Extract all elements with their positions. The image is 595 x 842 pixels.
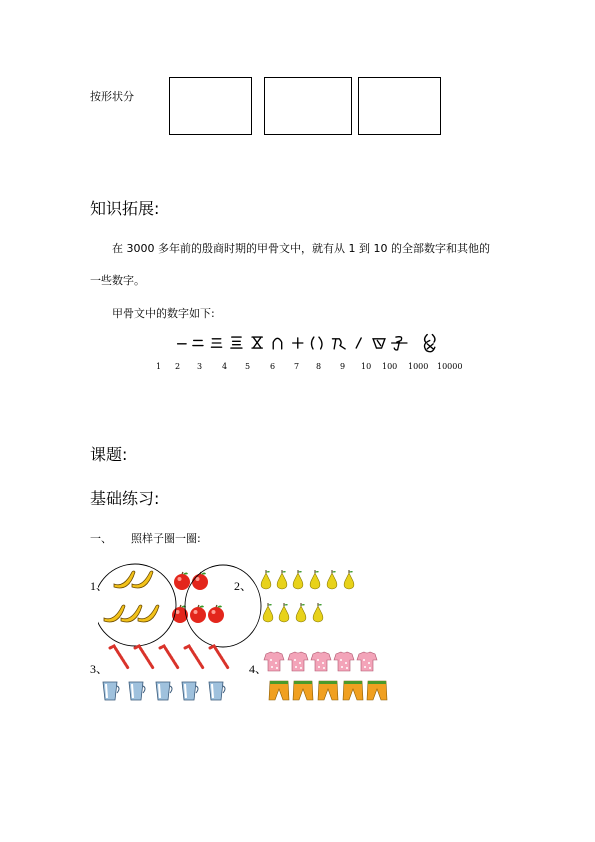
question-1-number: 一、 [90, 532, 112, 545]
shape-label: 按形状分 [90, 90, 134, 103]
straw-icon [210, 646, 228, 668]
oracle-num-6: 6 [270, 362, 276, 371]
pants-icon [269, 681, 289, 700]
knowledge-para1-line2: 一些数字。 [90, 274, 145, 287]
apple-icon [190, 605, 206, 623]
pants-icon [293, 681, 313, 700]
question-1-text: 照样子圈一圈: [131, 532, 201, 545]
pear-icon [313, 603, 323, 622]
apple-icon [208, 605, 224, 623]
pear-icon [263, 603, 273, 622]
oracle-num-9: 9 [340, 362, 346, 371]
shirt-icon [334, 652, 354, 671]
pants-icon [318, 681, 338, 700]
pear-icon [327, 570, 337, 589]
cup-icon [129, 682, 145, 700]
oracle-1000 [392, 337, 407, 350]
cup-icon [209, 682, 225, 700]
straw-icon [185, 646, 203, 668]
oracle-num-7: 7 [294, 362, 300, 371]
banana-icon [132, 571, 153, 588]
oracle-num-2: 2 [175, 362, 181, 371]
shirt-icon [357, 652, 377, 671]
pear-icon [277, 570, 287, 589]
oracle-num-8: 8 [316, 362, 322, 371]
oracle-numerals-glyphs [148, 332, 478, 354]
oracle-num-1: 1 [156, 362, 162, 371]
oracle-num-10: 10 [361, 362, 372, 371]
oracle-10000 [424, 335, 434, 352]
item-1-label: 1、 [90, 579, 109, 593]
oracle-7 [293, 338, 303, 348]
answer-box-3[interactable] [358, 77, 441, 135]
oracle-num-1000: 1000 [408, 362, 429, 371]
item-4-label: 4、 [249, 662, 268, 676]
pants-icon [367, 681, 387, 700]
answer-box-1[interactable] [169, 77, 252, 135]
oracle-6 [273, 338, 281, 349]
banana-icon-group [104, 571, 159, 622]
oracle-num-4: 4 [222, 362, 228, 371]
item-3-label: 3、 [90, 662, 109, 676]
objects-illustration [98, 642, 398, 712]
pants-icon [343, 681, 363, 700]
shirt-icon [264, 652, 284, 671]
oracle-num-100: 100 [382, 362, 398, 371]
oracle-3 [211, 339, 221, 347]
apple-icon [192, 572, 208, 590]
oracle-8 [311, 337, 321, 349]
oracle-10 [356, 338, 361, 348]
pear-icon [296, 603, 306, 622]
basic-heading: 基础练习: [90, 489, 160, 508]
apple-icon [174, 572, 190, 590]
topic-heading: 课题: [90, 445, 128, 464]
fruit-illustration [98, 560, 368, 652]
pear-icon [310, 570, 320, 589]
oracle-5 [252, 337, 262, 348]
circle-apples [185, 565, 261, 647]
knowledge-heading: 知识拓展: [90, 199, 160, 218]
cup-icon [182, 682, 198, 700]
pear-icon [261, 570, 271, 589]
straw-icon [160, 646, 178, 668]
pear-icon [279, 603, 289, 622]
knowledge-para2: 甲骨文中的数字如下: [112, 307, 215, 320]
shirt-icon [311, 652, 331, 671]
straw-icon [135, 646, 153, 668]
item-2-label: 2、 [234, 579, 253, 593]
answer-box-2[interactable] [264, 77, 352, 135]
oracle-num-5: 5 [245, 362, 251, 371]
oracle-4 [231, 337, 242, 348]
cup-icon [156, 682, 172, 700]
shirt-icon [288, 652, 308, 671]
oracle-9 [332, 339, 345, 349]
oracle-num-10000: 10000 [437, 362, 463, 371]
pear-icon [344, 570, 354, 589]
oracle-num-3: 3 [197, 362, 203, 371]
oracle-2 [193, 340, 203, 345]
straw-icon [110, 646, 128, 668]
oracle-100 [373, 339, 385, 348]
knowledge-para1-line1: 在 3000 多年前的殷商时期的甲骨文中，就有从 1 到 10 的全部数字和其他的 [112, 242, 490, 255]
pear-icon [293, 570, 303, 589]
apple-icon-group [172, 572, 224, 623]
pear-icon-group [261, 570, 354, 622]
cup-icon [103, 682, 119, 700]
circle-bananas [98, 564, 176, 646]
